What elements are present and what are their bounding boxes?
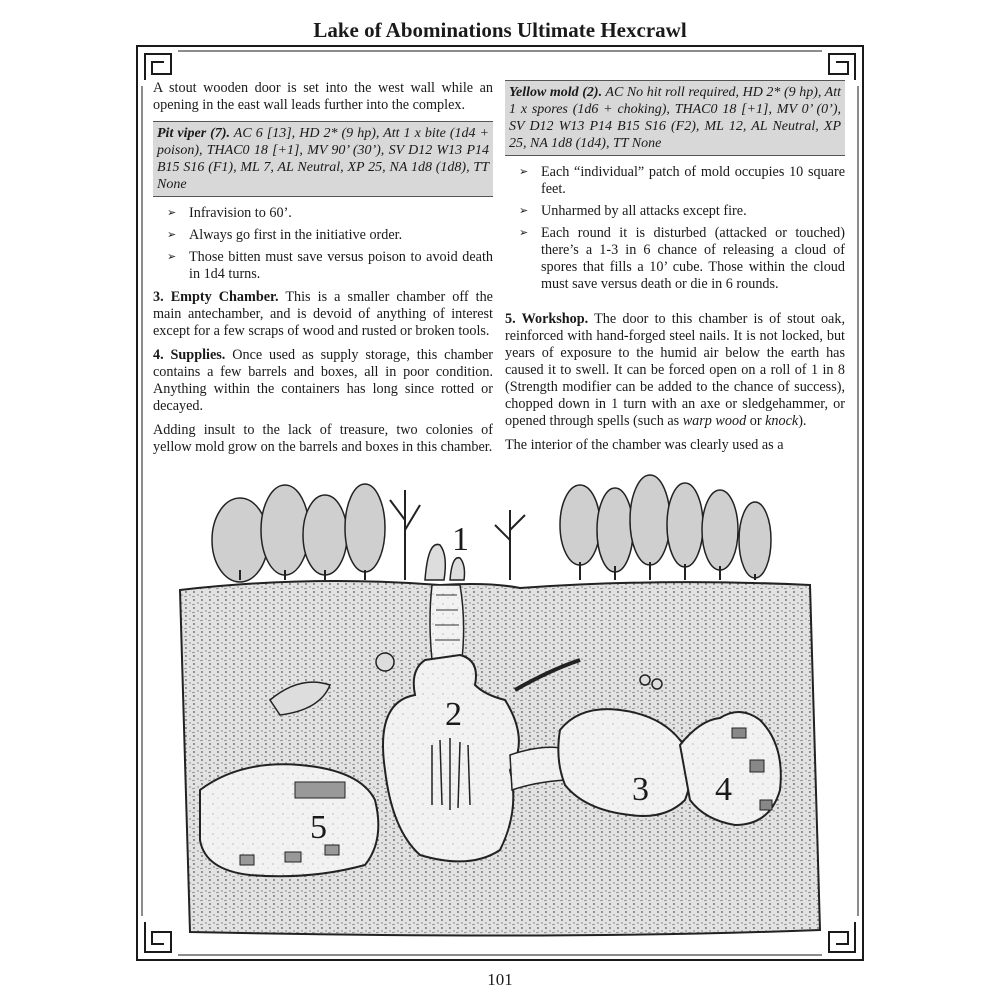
map-label-1: 1: [452, 521, 469, 558]
list-item: ➢ Unharmed by all attacks except fire.: [541, 203, 845, 220]
list-item: ➢ Those bitten must save versus poison to avoid death in 1d4 turns.: [189, 249, 493, 283]
workshop-text: The door to this chamber is of stout oak, reinforced with hand-forged steel nails. It is not locked, but years of exposure to the humid air below the earth has caused it to swell. It can be forced open on a roll of 1 in 8 (Strength modifier can be added to the chance of success), chopped down in 1 turn with an axe or sledgehammer, or opened through spells (such as: [505, 311, 845, 429]
empty-chamber-paragraph: [153, 289, 493, 340]
spell-knock: knock: [765, 413, 799, 429]
supplies-extra-paragraph: Adding insult to the lack of treasure, two colonies of yellow mold grow on the barrels and boxes in this chamber.: [153, 422, 493, 455]
yellow-mold-stats: AC No hit roll required, HD 2* (9 hp), Att 1 x spores (1d6 + choking), THAC0 18 [+1], MV 0’ (0’), SV D12 W13 P14 B15 S16 (F2), ML 12, AL Neutral, XP 25, NA 1d8 (1d4), TT None: [509, 85, 842, 151]
list-item: ➢ Always go first in the initiative order.: [189, 227, 493, 244]
dungeon-cross-section-map: [160, 470, 840, 950]
workshop-paragraph: [505, 311, 845, 430]
list-item: ➢ Each “individual” patch of mold occupies 10 square feet.: [541, 164, 845, 198]
supplies-text: Once used as supply storage, this chamber contains a few barrels and boxes, all in poor condition. Anything within the containers has long since rotted or decayed.: [153, 347, 493, 414]
intro-paragraph: A stout wooden door is set into the west wall while an opening in the east wall leads further into the complex.: [153, 80, 493, 113]
left-column: [153, 80, 493, 463]
pit-viper-statblock: [153, 121, 493, 197]
map-label-4: 4: [715, 771, 732, 808]
yellow-mold-name: Yellow mold (2).: [509, 85, 603, 100]
workshop-continued-paragraph: The interior of the chamber was clearly used as a: [505, 437, 784, 453]
yellow-mold-statblock: [505, 80, 845, 156]
list-item: ➢ Infravision to 60’.: [189, 205, 493, 222]
workshop-heading: 5. Workshop.: [505, 311, 589, 327]
workshop-text-end: ).: [798, 413, 807, 429]
page-title: Lake of Abominations Ultimate Hexcrawl: [313, 18, 687, 42]
supplies-paragraph: [153, 347, 493, 415]
tree-line: [212, 475, 771, 582]
right-column: [505, 80, 845, 461]
map-label-2: 2: [445, 696, 462, 733]
spell-warp-wood: warp wood: [682, 413, 747, 429]
pit-viper-name: Pit viper (7).: [157, 126, 231, 141]
supplies-heading: 4. Supplies.: [153, 347, 226, 363]
yellow-mold-bullets: [505, 164, 845, 293]
pit-viper-bullets: [153, 205, 493, 283]
workshop-text-or: or: [746, 413, 766, 429]
entrance-shaft: [430, 585, 464, 660]
empty-chamber-text: This is a smaller chamber off the main antechamber, and is devoid of anything of interest except for a few scraps of wood and rusted or broken tools.: [153, 289, 493, 339]
list-item: ➢ Each round it is disturbed (attacked or touched) there’s a 1-3 in 6 chance of releasing a cloud of spores that fills a 10’ cube. Those within the cloud must save versus death or die in 6 rounds.: [541, 225, 845, 293]
empty-chamber-heading: 3. Empty Chamber.: [153, 289, 279, 305]
pit-viper-stats: AC 6 [13], HD 2* (9 hp), Att 1 x bite (1d4 + poison), THAC0 18 [+1], MV 90’ (30’), SV D12 W13 P14 B15 S16 (F1), ML 7, AL Neutral, XP 25, NA 1d8 (1d8), TT None: [157, 126, 490, 192]
page-number: 101: [487, 970, 513, 989]
map-label-3: 3: [632, 771, 649, 808]
map-label-5: 5: [310, 809, 327, 846]
